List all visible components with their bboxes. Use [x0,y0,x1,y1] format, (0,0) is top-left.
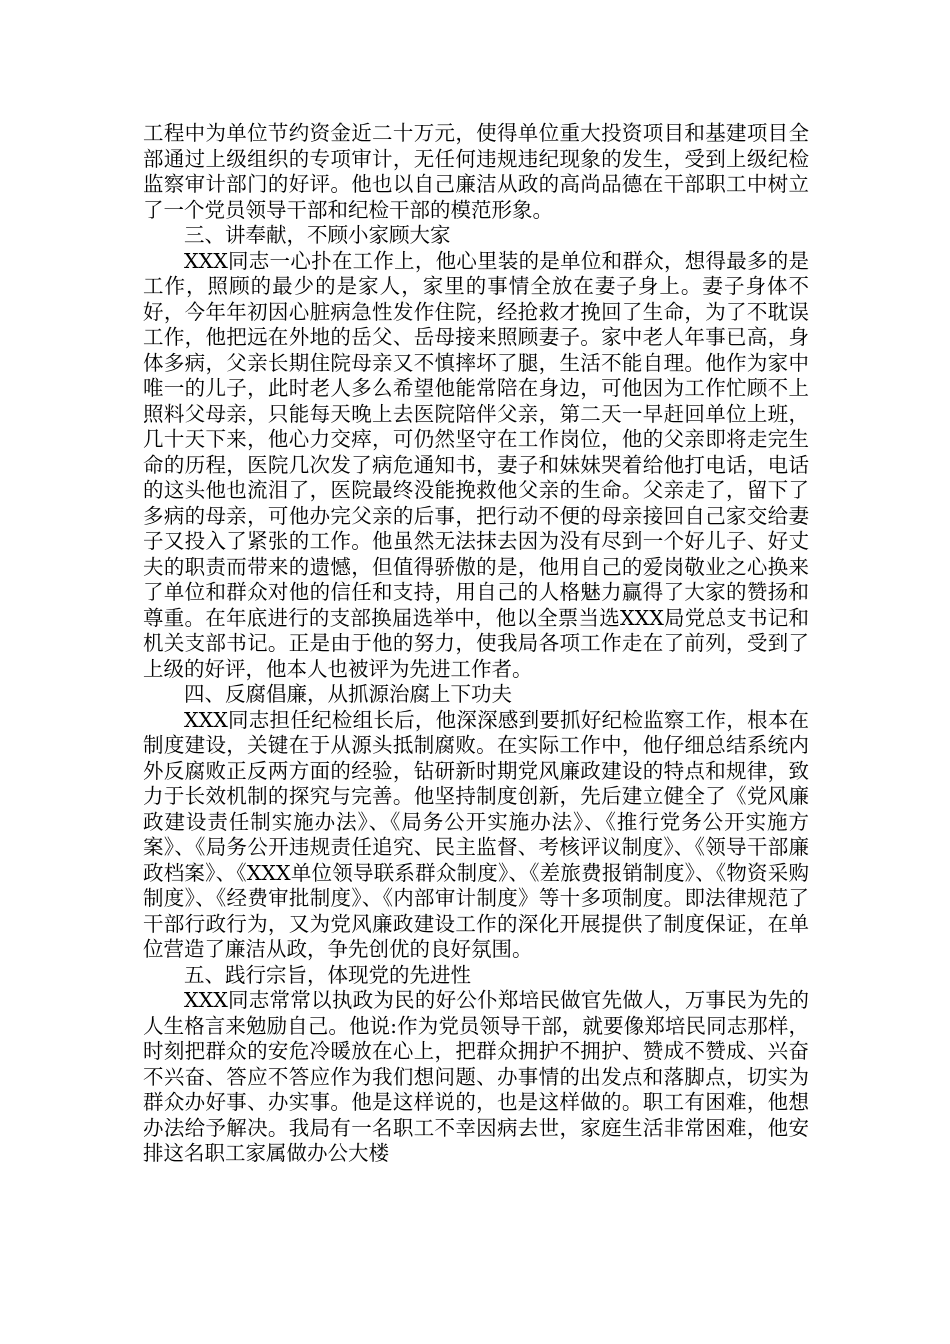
paragraph-section-5: XXX同志常常以执政为民的好公仆郑培民做官先做人，万事民为先的人生格言来勉励自己。他说:作为党员领导干部，就要像郑培民同志那样，时刻把群众的安危冷暖放在心上，把群众拥护不拥护、赞成不赞成、兴奋不兴奋、答应不答应作为我们想问题、办事情的出发点和落脚点，切实为群众办好事、办实事。他是这样说的，也是这样做的。职工有困难，他想办法给予解决。我局有一名职工不幸因病去世，家庭生活非常困难，他安排这名职工家属做办公大楼 [143,988,809,1165]
paragraph-section-4: XXX同志担任纪检组长后，他深深感到要抓好纪检监察工作，根本在制度建设，关键在于从源头抵制腐败。在实际工作中，他仔细总结系统内外反腐败正反两方面的经验，钻研新时期党风廉政建设的特点和规律，致力于长效机制的探究与完善。他坚持制度创新，先后建立健全了《党风廉政建设责任制实施办法》、《局务公开实施办法》、《推行党务公开实施方案》、《局务公开违规责任追究、民主监督、考核评议制度》、《领导干部廉政档案》、《XXX单位领导联系群众制度》、《差旅费报销制度》、《物资采购制度》、《经费审批制度》、《内部审计制度》等十多项制度。即法律规范了干部行政行为，又为党风廉政建设工作的深化开展提供了制度保证，在单位营造了廉洁从政，争先创优的良好氛围。 [143,707,809,961]
paragraph-continuation: 工程中为单位节约资金近二十万元，使得单位重大投资项目和基建项目全部通过上级组织的专项审计，无任何违规违纪现象的发生，受到上级纪检监察审计部门的好评。他也以自己廉洁从政的高尚品德在干部职工中树立了一个党员领导干部和纪检干部的模范形象。 [143,121,809,222]
section-heading-3: 三、讲奉献，不顾小家顾大家 [184,223,451,247]
section-heading-4: 四、反腐倡廉，从抓源治腐上下功夫 [184,682,512,706]
document-body [143,121,809,1167]
paragraph-section-3: XXX同志一心扑在工作上，他心里装的是单位和群众，想得最多的是工作，照顾的最少的是家人，家里的事情全放在妻子身上。妻子身体不好，今年年初因心脏病急性发作住院，经抢救才挽回了生命，为了不耽误工作，他把远在外地的岳父、岳母接来照顾妻子。家中老人年事已高，身体多病，父亲长期住院母亲又不慎摔坏了腿，生活不能自理。他作为家中唯一的儿子，此时老人多么希望他能常陪在身边，可他因为工作忙顾不上照料父母亲，只能每天晚上去医院陪伴父亲，第二天一早赶回单位上班，几十天下来，他心力交瘁，可仍然坚守在工作岗位，他的父亲即将走完生命的历程，医院几次发了病危通知书，妻子和妹妹哭着给他打电话，电话的这头他也流泪了，医院最终没能挽救他父亲的生命。父亲走了，留下了多病的母亲，可他办完父亲的后事，把行动不便的母亲接回自己家交给妻子又投入了紧张的工作。他虽然无法抹去因为没有尽到一个好儿子、好丈夫的职责而带来的遗憾，但值得骄傲的是，他用自己的爱岗敬业之心换来了单位和群众对他的信任和支持，用自己的人格魅力赢得了大家的赞扬和尊重。在年底进行的支部换届选举中，他以全票当选XXX局党总支书记和机关支部书记。正是由于他的努力，使我局各项工作走在了前列，受到了上级的好评，他本人也被评为先进工作者。 [143,248,809,681]
section-heading-5: 五、践行宗旨，体现党的先进性 [184,962,471,987]
